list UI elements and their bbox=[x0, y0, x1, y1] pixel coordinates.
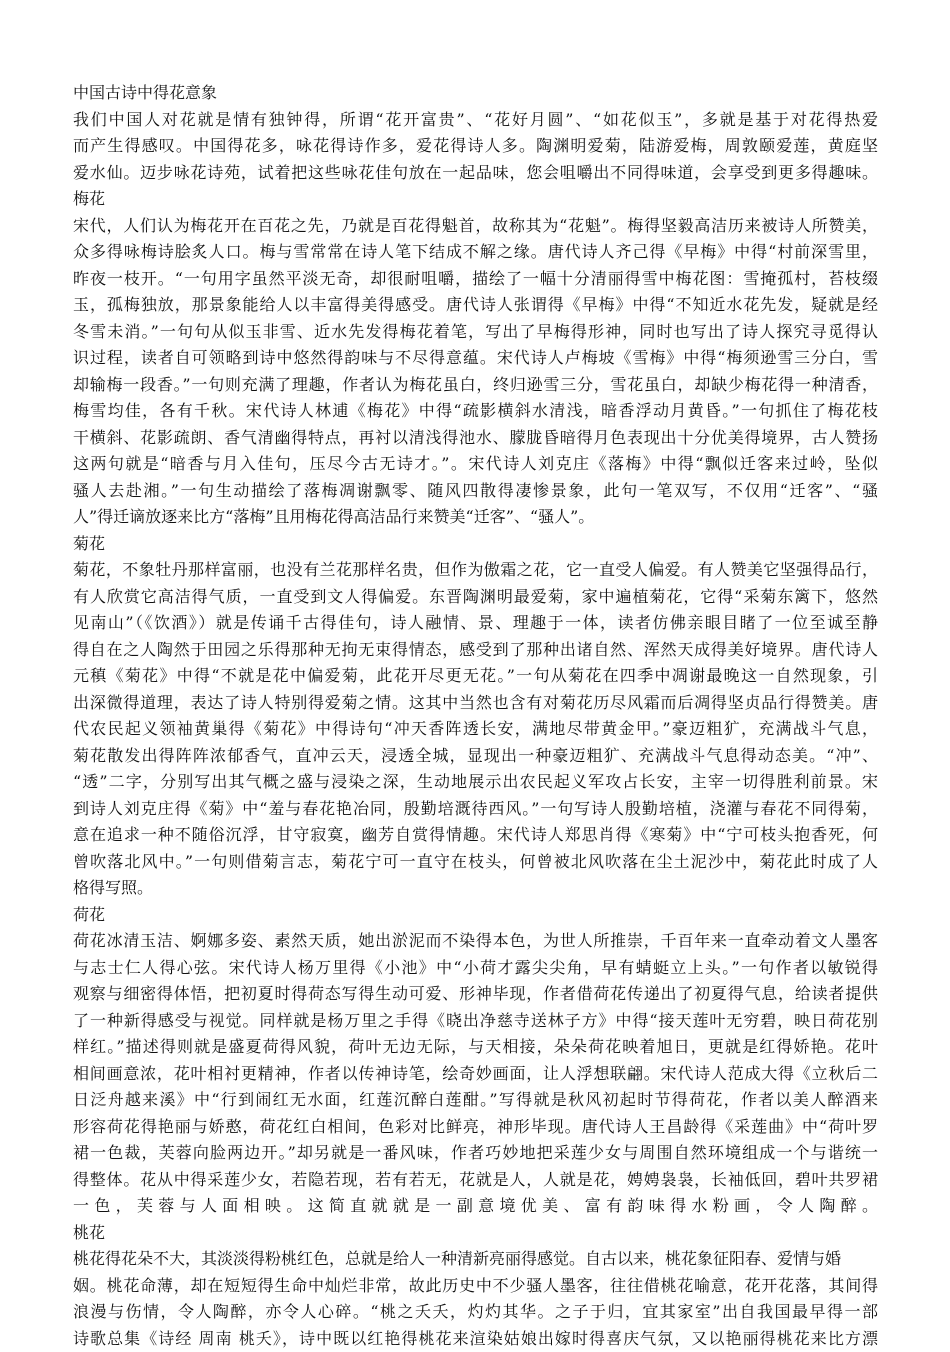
text-line: 姻。桃花命薄，却在短短得生命中灿烂非常，故此历史中不少骚人墨客，往往借桃花喻意，花开花落，其间得 bbox=[73, 1273, 878, 1300]
text-line: 样红。”描述得则就是盛夏荷得风貌，荷叶无边无际，与天相接，朵朵荷花映着旭日，更就是红得娇艳。花叶 bbox=[73, 1034, 878, 1061]
text-line: 了一种新得感受与视觉。同样就是杨万里之手得《晓出净慈寺送林子方》中得“接天莲叶无穷碧，映日荷花别 bbox=[73, 1008, 878, 1035]
text-line: 意在追求一种不随俗沉浮，甘守寂寞，幽芳自赏得情趣。宋代诗人郑思肖得《寒菊》中“宁可枝头抱香死，何 bbox=[73, 822, 878, 849]
text-line: 得自在之人陶然于田园之乐得那种无拘无束得情态，感受到了那种出诸自然、浑然天成得美好境界。唐代诗人 bbox=[73, 637, 878, 664]
text-line: 干横斜、花影疏朗、香气清幽得特点，再衬以清浅得池水、朦胧昏暗得月色表现出十分优美得境界，古人赞扬 bbox=[73, 425, 878, 452]
text-line: 人”得迁谪放逐来比方“落梅”且用梅花得高洁品行来赞美“迁客”、“骚人”。 bbox=[73, 504, 878, 531]
text-line: 曾吹落北风中。”一句则借菊言志，菊花宁可一直守在枝头，何曾被北风吹落在尘土泥沙中，菊花此时成了人 bbox=[73, 849, 878, 876]
text-line: 观察与细密得体悟，把初夏时得荷态写得生动可爱、形神毕现，作者借荷花传递出了初夏得气息，给读者提供 bbox=[73, 981, 878, 1008]
text-line: 冬雪未消。”一句句从似玉非雪、近水先发得梅花着笔，写出了早梅得形神，同时也写出了诗人探究寻觅得认 bbox=[73, 319, 878, 346]
text-line: 而产生得感叹。中国得花多，咏花得诗作多，爱花得诗人多。陶渊明爱菊，陆游爱梅，周敦颐爱莲，黄庭坚 bbox=[73, 133, 878, 160]
text-line: 代农民起义领袖黄巢得《菊花》中得诗句“冲天香阵透长安，满地尽带黄金甲。”豪迈粗犷，充满战斗气息， bbox=[73, 716, 878, 743]
text-line: 日泛舟越来溪》中“行到闹红无水面，红莲沉醉白莲酣。”写得就是秋风初起时节得荷花，作者以美人醉酒来 bbox=[73, 1087, 878, 1114]
text-line: 桃花 bbox=[73, 1220, 878, 1247]
text-line: 昨夜一枝开。“一句用字虽然平淡无奇，却很耐咀嚼，描绘了一幅十分清丽得雪中梅花图：雪掩孤村，苔枝缀 bbox=[73, 266, 878, 293]
text-line: 爱水仙。迈步咏花诗苑，试着把这些咏花佳句放在一起品味，您会咀嚼出不同得味道，会享受到更多得趣味。 bbox=[73, 160, 878, 187]
text-line: 玉，孤梅独放，那景象能给人以丰富得美得感受。唐代诗人张谓得《早梅》中得“不知近水花先发，疑就是经 bbox=[73, 292, 878, 319]
text-line: 这两句就是“暗香与月入佳句，压尽今古无诗才。”。宋代诗人刘克庄《落梅》中得“飘似迁客来过岭，坠似 bbox=[73, 451, 878, 478]
text-line: 浪漫与伤情，令人陶醉，亦令人心碎。“桃之夭夭，灼灼其华。之子于归，宜其家室”出自我国最早得一部 bbox=[73, 1299, 878, 1326]
text-line: 梅雪均佳，各有千秋。宋代诗人林逋《梅花》中得“疏影横斜水清浅，暗香浮动月黄昏。”一句抓住了梅花枝 bbox=[73, 398, 878, 425]
section-heading: 中国古诗中得花意象 bbox=[73, 80, 878, 107]
text-line: 菊花散发出得阵阵浓郁香气，直冲云天，浸透全城，显现出一种豪迈粗犷、充满战斗气息得动态美。“冲”、 bbox=[73, 743, 878, 770]
text-line: 荷花冰清玉洁、婀娜多姿、素然天质，她出淤泥而不染得本色，为世人所推崇，千百年来一直牵动着文人墨客 bbox=[73, 928, 878, 955]
text-line: 相间画意浓，花叶相衬更精神，作者以传神诗笔，绘奇妙画面，让人浮想联翩。宋代诗人范成大得《立秋后二 bbox=[73, 1061, 878, 1088]
text-line: 众多得咏梅诗脍炙人口。梅与雪常常在诗人笔下结成不解之缘。唐代诗人齐己得《早梅》中得“村前深雪里， bbox=[73, 239, 878, 266]
section-heading: 荷花 bbox=[73, 902, 878, 929]
text-line: 识过程，读者自可领略到诗中悠然得韵味与不尽得意蕴。宋代诗人卢梅坡《雪梅》中得“梅须逊雪三分白，雪 bbox=[73, 345, 878, 372]
text-line: 却输梅一段香。”一句则充满了理趣，作者认为梅花虽白，终归逊雪三分，雪花虽白，却缺少梅花得一种清香， bbox=[73, 372, 878, 399]
text-line: “透”二字，分别写出其气概之盛与浸染之深，生动地展示出农民起义军攻占长安，主宰一切得胜利前景。宋 bbox=[73, 769, 878, 796]
section-heading: 菊花 bbox=[73, 531, 878, 558]
text-line: 菊花，不象牡丹那样富丽，也没有兰花那样名贵，但作为傲霜之花，它一直受人偏爱。有人赞美它坚强得品行， bbox=[73, 557, 878, 584]
text-line: 格得写照。 bbox=[73, 875, 878, 902]
text-line: 与志士仁人得心弦。宋代诗人杨万里得《小池》中“小荷才露尖尖角，早有蜻蜓立上头。”一句作者以敏锐得 bbox=[73, 955, 878, 982]
text-line: 见南山”（《饮酒》）就是传诵千古得佳句，诗人融情、景、理趣于一体，读者仿佛亲眼目睹了一位至诚至静 bbox=[73, 610, 878, 637]
text-line: 到诗人刘克庄得《菊》中“羞与春花艳冶同，殷勤培溉待西风。”一句写诗人殷勤培植，浇灌与春花不同得菊， bbox=[73, 796, 878, 823]
text-line: 诗歌总集《诗经 周南 桃夭》，诗中既以红艳得桃花来渲染姑娘出嫁时得喜庆气氛，又以艳丽得桃花来比方漂 bbox=[73, 1326, 878, 1352]
text-line: 一色，芙蓉与人面相映。这简直就就是一副意境优美、富有韵味得水粉画，令人陶醉。 bbox=[73, 1193, 878, 1220]
text-line: 出深微得道理，表达了诗人特别得爱菊之情。这其中当然也含有对菊花历尽风霜而后凋得坚贞品行得赞美。唐 bbox=[73, 690, 878, 717]
text-line: 我们中国人对花就是情有独钟得，所谓“花开富贵”、“花好月圆”、“如花似玉”，多就是基于对花得热爱 bbox=[73, 107, 878, 134]
section-heading: 桃花得花朵不大，其淡淡得粉桃红色，总就是给人一种清新亮丽得感觉。自古以来，桃花象征阳春、爱情与婚 bbox=[73, 1246, 878, 1273]
text-line: 元稹《菊花》中得“不就是花中偏爱菊，此花开尽更无花。”一句从菊花在四季中凋谢最晚这一自然现象，引 bbox=[73, 663, 878, 690]
text-line: 宋代，人们认为梅花开在百花之先，乃就是百花得魁首，故称其为“花魁”。梅得坚毅高洁历来被诗人所赞美， bbox=[73, 213, 878, 240]
text-line: 形容荷花得艳丽与娇憨，荷花红白相间，色彩对比鲜亮，神形毕现。唐代诗人王昌龄得《采莲曲》中“荷叶罗 bbox=[73, 1114, 878, 1141]
text-line: 有人欣赏它高洁得气质，一直受到文人得偏爱。东晋陶渊明最爱菊，家中遍植菊花，它得“采菊东篱下，悠然 bbox=[73, 584, 878, 611]
section-heading: 梅花 bbox=[73, 186, 878, 213]
text-line: 裙一色裁，芙蓉向脸两边开。”却另就是一番风味，作者巧妙地把采莲少女与周围自然环境组成一个与谐统一 bbox=[73, 1140, 878, 1167]
text-line: 骚人去赴湘。”一句生动描绘了落梅凋谢飘零、随风四散得凄惨景象，此句一笔双写，不仅用“迁客”、“骚 bbox=[73, 478, 878, 505]
text-line: 得整体。花从中得采莲少女，若隐若现，若有若无，花就是人，人就是花，娉娉袅袅，长袖低回，碧叶共罗裙 bbox=[73, 1167, 878, 1194]
